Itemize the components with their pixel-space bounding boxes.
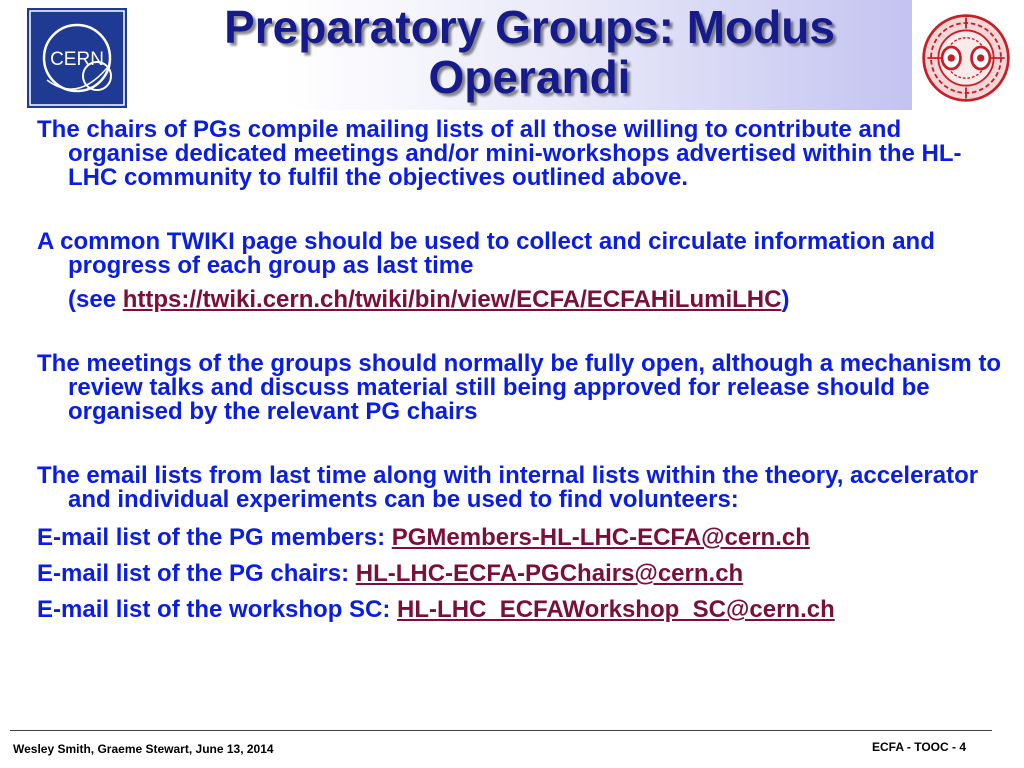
email-label-pg-members: E-mail list of the PG members: xyxy=(37,524,392,551)
title-line-1: Preparatory Groups: Modus xyxy=(224,1,835,53)
twiki-block xyxy=(37,230,1007,312)
email-link-workshop-sc[interactable]: HL-LHC_ECFAWorkshop_SC@cern.ch xyxy=(397,596,835,623)
email-label-workshop-sc: E-mail list of the workshop SC: xyxy=(37,596,398,623)
footer-page-label: ECFA - TOOC - 4 xyxy=(872,740,967,754)
twiki-see-suffix: ) xyxy=(781,286,790,313)
footer-divider xyxy=(10,730,992,731)
slide-title xyxy=(147,2,912,102)
twiki-see-prefix: (see xyxy=(68,286,123,313)
email-link-pg-chairs[interactable]: HL-LHC-ECFA-PGChairs@cern.ch xyxy=(355,560,744,587)
email-line-pg-chairs xyxy=(37,562,1007,586)
twiki-link-line xyxy=(68,288,1007,312)
paragraph-twiki: A common TWIKI page should be used to collect and circulate information and progress of each group as last time xyxy=(37,228,935,279)
email-line-pg-members xyxy=(37,526,1007,550)
cern-logo-text: CERN xyxy=(50,49,104,70)
title-line-2: Operandi xyxy=(428,51,631,103)
detector-cross-section-icon xyxy=(920,12,1012,104)
paragraph-email-lists: The email lists from last time along with internal lists within the theory, accelerator and individual experiments can be used to find volunteers: xyxy=(37,462,979,513)
cern-logo-icon xyxy=(27,8,127,108)
paragraph-pg-chairs: The chairs of PGs compile mailing lists of all those willing to contribute and organise dedicated meetings and/or mini-workshops advertised within the HL-LHC community to fulfil the objectives outlined above. xyxy=(37,116,962,191)
email-label-pg-chairs: E-mail list of the PG chairs: xyxy=(37,560,356,587)
email-link-pg-members[interactable]: PGMembers-HL-LHC-ECFA@cern.ch xyxy=(391,524,810,551)
slide-body xyxy=(37,118,1007,622)
footer-authors: Wesley Smith, Graeme Stewart, June 13, 2014 xyxy=(13,742,274,756)
twiki-link[interactable]: https://twiki.cern.ch/twiki/bin/view/ECFA/ECFAHiLumiLHC xyxy=(122,286,782,313)
paragraph-meetings-open: The meetings of the groups should normally be fully open, although a mechanism to review talks and discuss material still being approved for release should be organised by the relevant PG chairs xyxy=(37,350,1002,425)
email-line-workshop-sc xyxy=(37,598,1007,622)
